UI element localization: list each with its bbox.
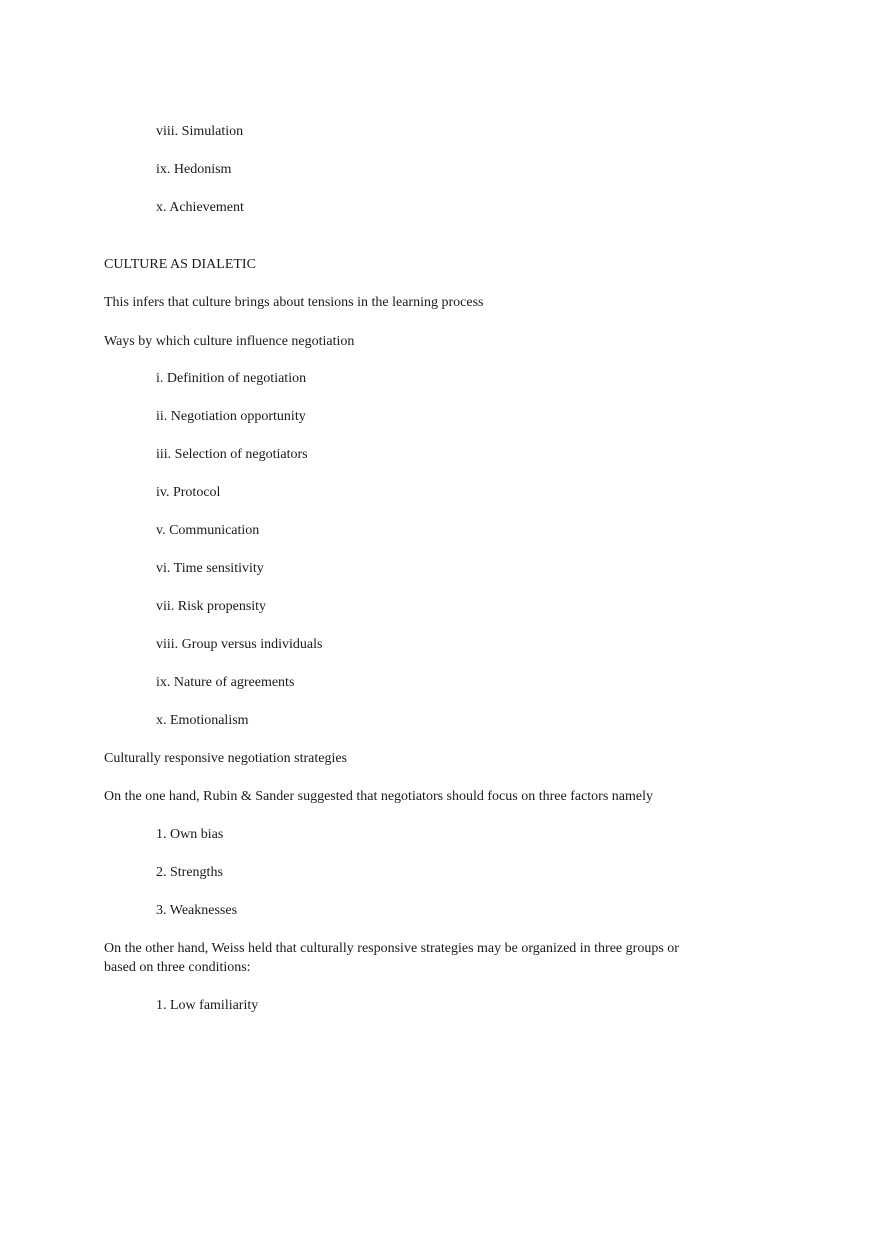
ways-list-item: v. Communication — [156, 523, 260, 538]
ways-list-item: ix. Nature of agreements — [156, 675, 295, 690]
list-item-simulation: viii. Simulation — [156, 124, 244, 139]
rubin-sander-paragraph: On the one hand, Rubin & Sander suggested that negotiators should focus on three factors namely — [104, 789, 653, 804]
rubin-sander-list-item: 1. Own bias — [156, 827, 224, 842]
weiss-paragraph-line-2: based on three conditions: — [104, 960, 251, 975]
ways-list-item: ii. Negotiation opportunity — [156, 409, 306, 424]
weiss-list-item: 1. Low familiarity — [156, 998, 259, 1013]
ways-list-item: iv. Protocol — [156, 485, 221, 500]
section-heading: CULTURE AS DIALETIC — [104, 257, 256, 272]
weiss-paragraph-line-1: On the other hand, Weiss held that culturally responsive strategies may be organized in three groups or — [104, 941, 679, 956]
ways-heading: Ways by which culture influence negotiation — [104, 334, 355, 349]
ways-list-item: iii. Selection of negotiators — [156, 447, 308, 462]
list-item-hedonism: ix. Hedonism — [156, 162, 232, 177]
ways-list-item: x. Emotionalism — [156, 713, 249, 728]
intro-paragraph: This infers that culture brings about tensions in the learning process — [104, 295, 484, 310]
rubin-sander-list-item: 2. Strengths — [156, 865, 223, 880]
ways-list-item: i. Definition of negotiation — [156, 371, 307, 386]
list-item-achievement: x. Achievement — [156, 200, 244, 215]
strategies-heading: Culturally responsive negotiation strategies — [104, 751, 348, 766]
rubin-sander-list-item: 3. Weaknesses — [156, 903, 238, 918]
ways-list-item: viii. Group versus individuals — [156, 637, 323, 652]
ways-list-item: vii. Risk propensity — [156, 599, 267, 614]
ways-list-item: vi. Time sensitivity — [156, 561, 264, 576]
